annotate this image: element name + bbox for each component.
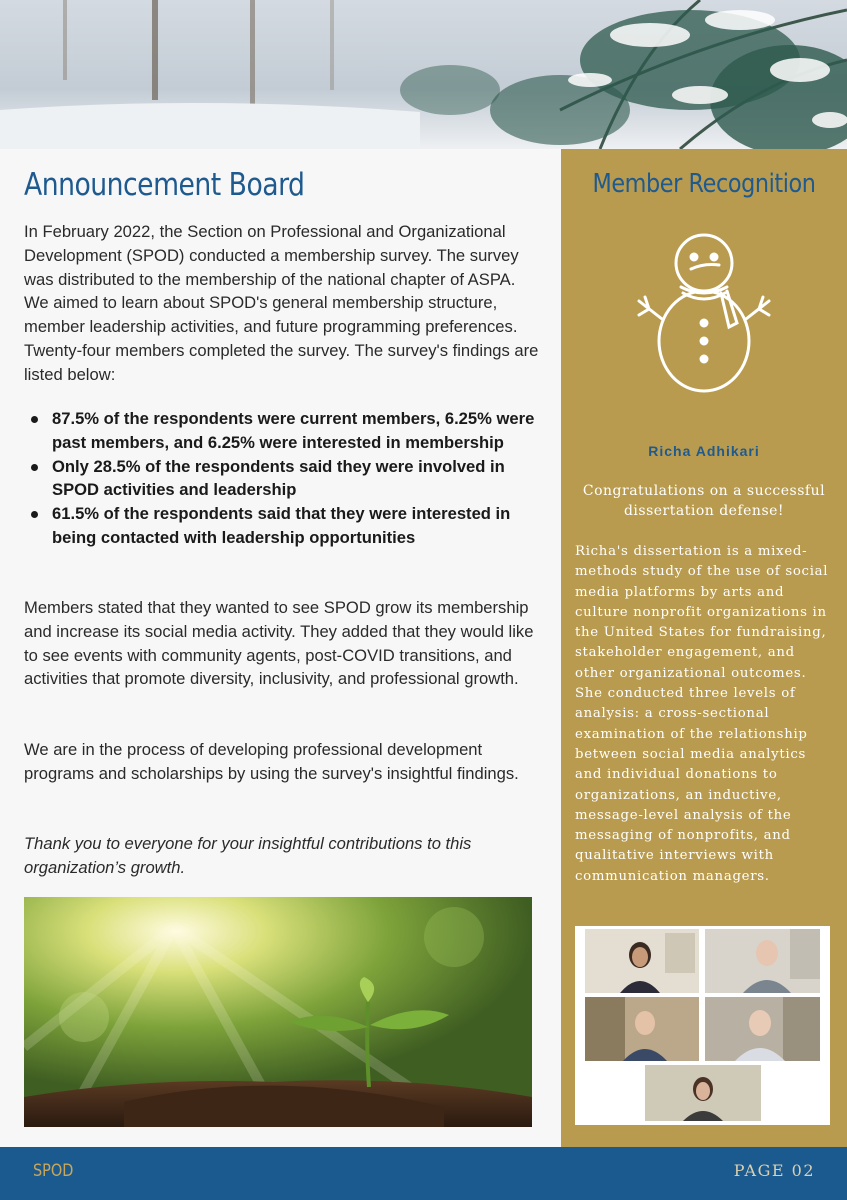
- bullet-icon: [31, 464, 38, 471]
- winter-banner-image: [0, 0, 847, 149]
- announcement-column: [0, 149, 561, 1147]
- seedling-illustration: [24, 897, 532, 1127]
- recognition-panel: [561, 149, 847, 1147]
- announcement-title: Announcement Board: [24, 167, 305, 203]
- finding-text: 87.5% of the respondents were current members, 6.25% were past members, and 6.25% were interested in membership: [52, 409, 535, 452]
- video-tile: [705, 997, 820, 1061]
- snowman-icon: [631, 223, 777, 395]
- snowy-pine-illustration: [0, 0, 847, 149]
- congrats-text: Congratulations on a successful dissertation defense!: [582, 483, 826, 519]
- finding-item: [24, 502, 544, 550]
- bullet-icon: [31, 416, 38, 423]
- thanks-paragraph: Thank you to everyone for your insightful contributions to this organization’s growth.: [24, 834, 472, 877]
- video-call-screenshot: [575, 926, 830, 1125]
- finding-item: [24, 455, 544, 503]
- members-paragraph: Members stated that they wanted to see SPOD grow its membership and increase its social media activity. They added that they would like to see events with community agents, post-COVID transitions, and activities that promote diversity, inclusivity, and professional growth.: [24, 598, 534, 689]
- page-footer: [0, 1147, 847, 1200]
- video-tile: [645, 1065, 761, 1121]
- development-paragraph: We are in the process of developing professional development programs and scholarships by using the survey's insightful findings.: [24, 740, 519, 783]
- survey-intro-paragraph: In February 2022, the Section on Professional and Organizational Development (SPOD) conducted a membership survey. The survey was distributed to the membership of the national chapter of ASPA. We aimed to learn about SPOD's general membership structure, member leadership activities, and future programming preferences. Twenty-four members completed the survey. The survey's findings are listed below:: [24, 222, 539, 384]
- member-name: Richa Adhikari: [648, 443, 760, 459]
- recognition-title: Member Recognition: [592, 169, 816, 199]
- video-tile: [585, 929, 699, 993]
- page-number: PAGE 02: [733, 1161, 815, 1180]
- video-tile: [585, 997, 699, 1061]
- seedling-photo: [24, 897, 532, 1127]
- survey-findings-list: [24, 407, 544, 550]
- dissertation-bio: Richa's dissertation is a mixed-methods study of the use of social media platforms by arts and culture nonprofit organizations in the United States for fundraising, stakeholder engagement, and other organizational outcomes. She conducted three levels of analysis: a cross-sectional examination of the relationship between social media analytics and individual donations to organizations, an inductive, message-level analysis of the messaging of nonprofits, and qualitative interviews with communication managers.: [575, 544, 829, 884]
- footer-org-name: SPOD: [33, 1161, 74, 1181]
- finding-text: 61.5% of the respondents said that they were interested in being contacted with leadership opportunities: [52, 504, 511, 547]
- bullet-icon: [31, 511, 38, 518]
- video-tile: [705, 929, 820, 993]
- finding-item: [24, 407, 544, 455]
- finding-text: Only 28.5% of the respondents said they were involved in SPOD activities and leadership: [52, 456, 505, 500]
